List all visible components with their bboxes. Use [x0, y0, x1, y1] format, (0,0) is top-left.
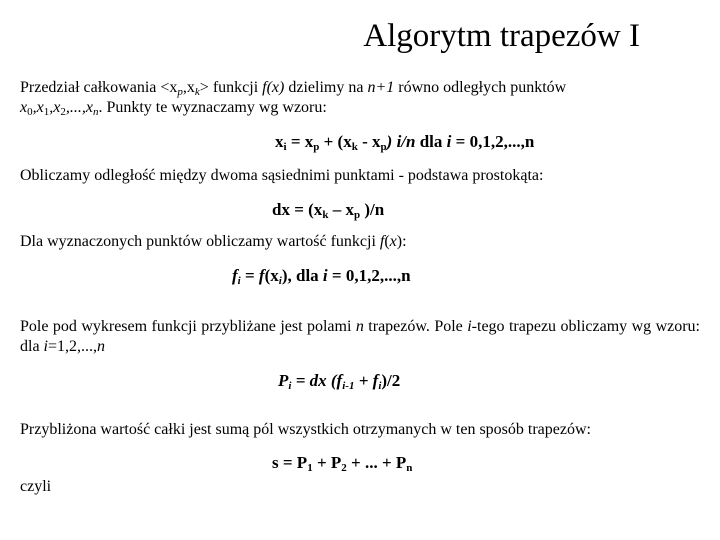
formula-step: dx = ($x_k - x_p$ )/n: [272, 200, 385, 221]
formula-points: $x_i = x_p + (x_k - x_p)$ i/n dla i = 0,1,2,...,n: [275, 132, 535, 153]
formula-sum: $s = P_1 + P_2$ + ... + $P_n$: [272, 453, 413, 474]
trapezoid-paragraph: Pole pod wykresem funkcji przybliżane jest polami n trapezów. Pole i-tego trapezu obliczamy wg wzoru: dla i=1,2,...,n: [20, 318, 700, 355]
formula-function-values: $f_i = f(x_i)$, dla i = 0,1,2,...,n: [232, 266, 411, 287]
function-values-paragraph: Dla wyznaczonych punktów obliczamy wartość funkcji f(x):: [20, 233, 407, 250]
slide-title: Algorytm trapezów I: [363, 18, 640, 54]
distance-paragraph: Obliczamy odległość między dwoma sąsiednimi punktami - podstawa prostokąta:: [20, 167, 544, 184]
sum-paragraph: Przybliżona wartość całki jest sumą pól wszystkich otrzymanych w ten sposób trapezów:: [20, 421, 591, 438]
conclusion-label: czyli: [20, 478, 52, 495]
formula-trapezoid-area: $P_i$ = dx $(f_{i-1} + f_i)/2$: [278, 371, 401, 392]
intro-paragraph: Przedział całkowania $<x_p,x_k>$ funkcji f(x) dzielimy na n+1 równo odległych punktów $x_0,x_1,x_2,...,x_n$. Punkty te wyznaczamy wg wzoru:: [20, 79, 567, 118]
